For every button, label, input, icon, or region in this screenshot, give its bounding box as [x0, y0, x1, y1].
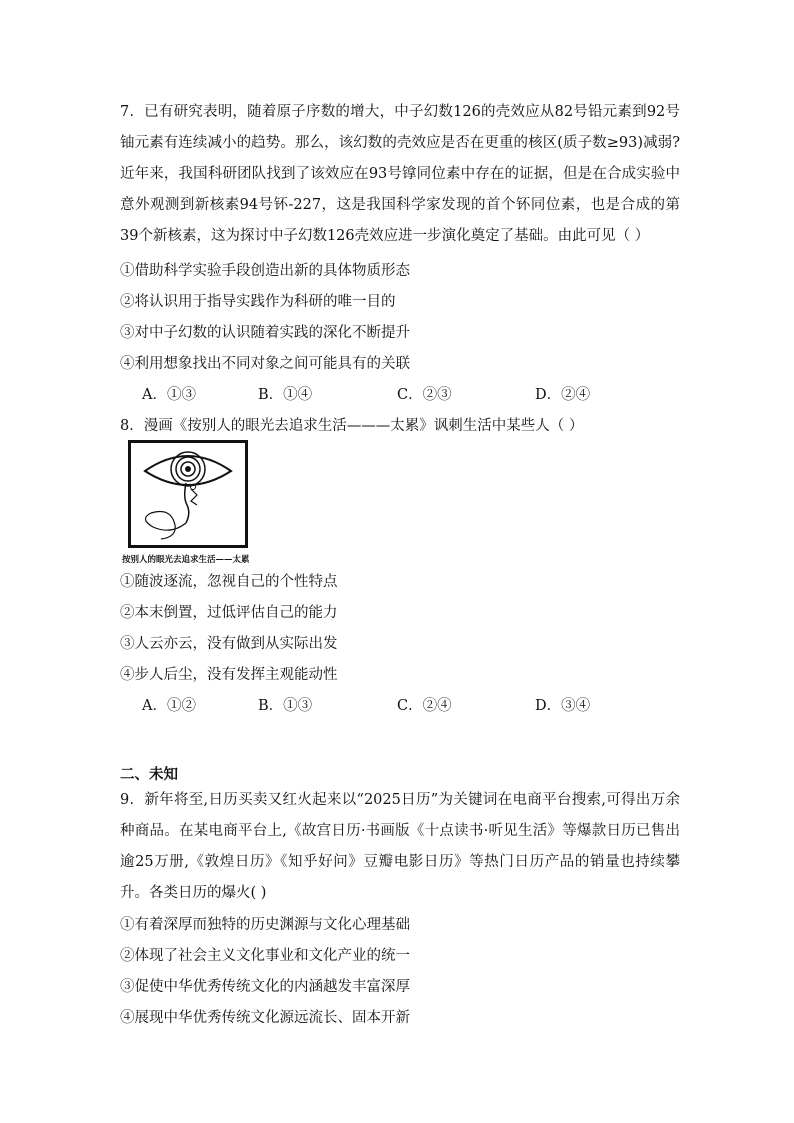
q7-item-3: ③对中子幻数的认识随着实践的深化不断提升 [120, 325, 410, 341]
q8-item-1: ①随波逐流，忽视自己的个性特点 [120, 574, 338, 590]
q8-item-2: ②本末倒置，过低评估自己的能力 [120, 605, 338, 621]
section-heading: 二、未知 [120, 766, 178, 783]
q7-option-b[interactable]: B．①④ [258, 387, 313, 403]
q9-item-1: ①有着深厚而独特的历史渊源与文化心理基础 [120, 917, 410, 933]
q8-item-4: ④步人后尘，没有发挥主观能动性 [120, 667, 338, 683]
q9-item-4: ④展现中华优秀传统文化源远流长、固本开新 [120, 1010, 410, 1026]
q9-item-2: ②体现了社会主义文化事业和文化产业的统一 [120, 948, 410, 964]
q7-stem: 7．已有研究表明，随着原子序数的增大，中子幻数126的壳效应从82号铅元素到92号铀元素有连续减小的趋势。那么，该幻数的壳效应是否在更重的核区(质子数≥93)减弱?近年来，我国科研团队找到了该效应在93号镎同位素中存在的证据，但是在合成实验中意外观测到新核素94号钚-227，这是我国科学家发现的首个钚同位素，也是合成的第39个新核素，这为探讨中子幻数126壳效应进一步演化奠定了基础。由此可见（ ） [120, 104, 680, 244]
q8-option-c[interactable]: C．②④ [397, 698, 452, 714]
q7-item-2: ②将认识用于指导实践作为科研的唯一目的 [120, 294, 396, 310]
eye-spiral-illustration [131, 443, 245, 545]
q8-stem: 8．漫画《按别人的眼光去追求生活———太累》讽刺生活中某些人（ ） [120, 418, 584, 434]
q8-option-b[interactable]: B．①③ [258, 698, 313, 714]
q7-item-1: ①借助科学实验手段创造出新的具体物质形态 [120, 263, 410, 279]
q8-item-3: ③人云亦云，没有做到从实际出发 [120, 636, 338, 652]
cartoon-eye-image [128, 440, 248, 548]
q7-option-c[interactable]: C．②③ [397, 387, 452, 403]
q7-item-4: ④利用想象找出不同对象之间可能具有的关联 [120, 356, 410, 372]
q9-item-3: ③促使中华优秀传统文化的内涵越发丰富深厚 [120, 979, 410, 995]
q8-option-d[interactable]: D．③④ [535, 698, 591, 714]
cartoon-caption: 按别人的眼光去追求生活——太累 [122, 555, 250, 565]
q8-option-a[interactable]: A．①② [142, 698, 196, 714]
q9-stem: 9．新年将至,日历买卖又红火起来以“2025日历”为关键词在电商平台搜索,可得出万余种商品。在某电商平台上,《故宫日历·书画版《十点读书·听见生活》等爆款日历已售出逾25万册,《敦煌日历》《知乎好问》豆瓣电影日历》等热门日历产品的销量也持续攀升。各类日历的爆火( ) [120, 792, 680, 901]
q7-option-d[interactable]: D．②④ [535, 387, 591, 403]
q7-option-a[interactable]: A．①③ [142, 387, 196, 403]
